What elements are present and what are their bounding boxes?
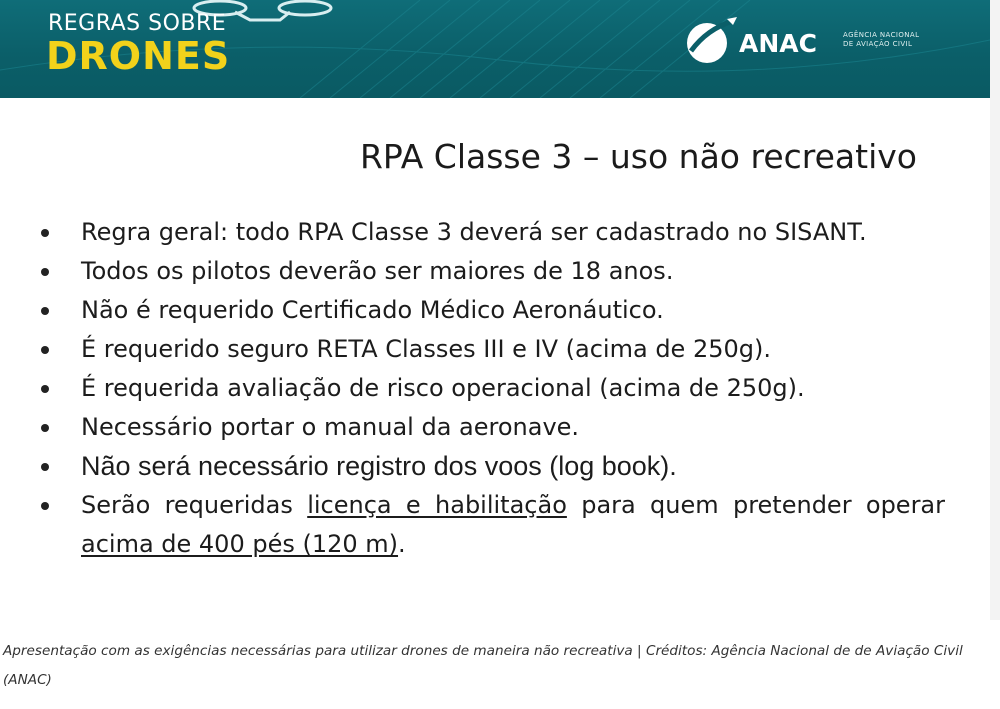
bullet-icon <box>41 268 49 276</box>
list-item-text-part3: . <box>398 530 406 558</box>
list-item <box>40 447 945 486</box>
anac-subtitle-line1: AGÊNCIA NACIONAL <box>843 31 920 39</box>
right-edge <box>990 0 1000 620</box>
list-item-text: Necessário portar o manual da aeronave. <box>81 413 580 441</box>
slide-title: RPA Classe 3 – uso não recreativo <box>360 137 917 176</box>
list-item <box>40 330 945 369</box>
list-item <box>40 486 945 564</box>
list-item-text-part2: para quem pretender operar <box>566 491 946 519</box>
bullet-icon <box>41 463 49 471</box>
brand-title-line1: REGRAS SOBRE <box>48 11 227 36</box>
bullet-icon <box>41 385 49 393</box>
list-item-text: É requerida avaliação de risco operacional (acima de 250g). <box>81 374 805 402</box>
header-banner <box>0 0 990 98</box>
list-item <box>40 291 945 330</box>
underlined-text: licença e habilitação <box>307 491 567 519</box>
bullet-list <box>40 213 945 564</box>
anac-logo <box>683 15 990 65</box>
list-item <box>40 369 945 408</box>
list-item <box>40 408 945 447</box>
list-item-text-part1: Serão requeridas <box>81 491 308 519</box>
bullet-icon <box>41 424 49 432</box>
list-item-text: É requerido seguro RETA Classes III e IV (acima de 250g). <box>81 335 771 363</box>
bullet-icon <box>41 346 49 354</box>
bullet-icon <box>41 502 49 510</box>
anac-subtitle <box>843 31 919 49</box>
anac-emblem-icon <box>683 15 739 65</box>
list-item <box>40 213 945 252</box>
bullet-icon <box>41 229 49 237</box>
bullet-icon <box>41 307 49 315</box>
image-caption: Apresentação com as exigências necessárias para utilizar drones de maneira não recreativa | Créditos: Agência Nacional de de Aviação Civil (ANAC) <box>3 643 963 688</box>
anac-name: ANAC <box>739 29 817 58</box>
brand-title-line2: DRONES <box>46 34 231 78</box>
list-item-text: Todos os pilotos deverão ser maiores de 18 anos. <box>81 257 674 285</box>
list-item-text: Regra geral: todo RPA Classe 3 deverá ser cadastrado no SISANT. <box>81 218 867 246</box>
list-item-text: Não é requerido Certificado Médico Aeronáutico. <box>81 296 664 324</box>
underlined-text: acima de 400 pés (120 m) <box>81 530 399 558</box>
anac-subtitle-line2: DE AVIAÇÃO CIVIL <box>843 40 913 48</box>
list-item <box>40 252 945 291</box>
list-item-text: Não será necessário registro dos voos (log book). <box>81 451 677 481</box>
